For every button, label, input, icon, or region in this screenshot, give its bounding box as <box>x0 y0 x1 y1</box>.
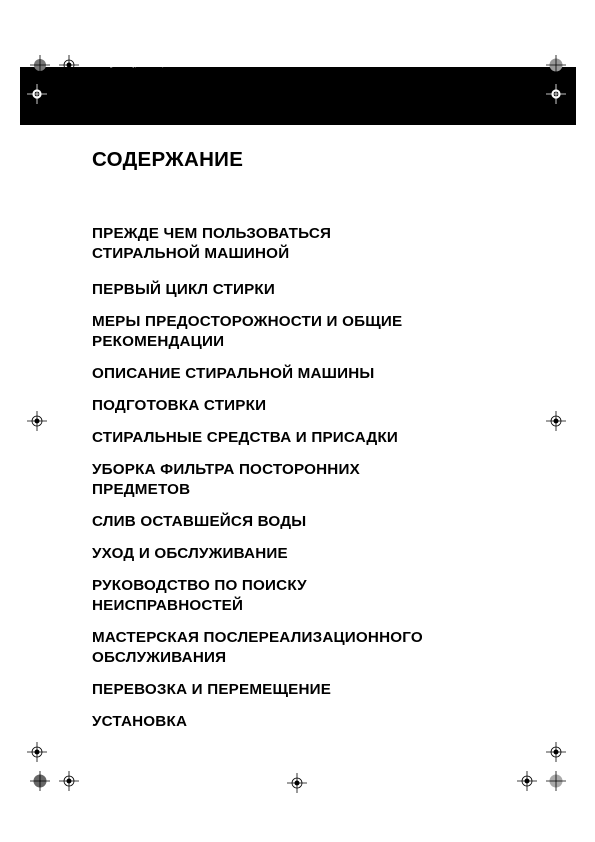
registration-mark-icon <box>59 771 79 791</box>
registration-mark-icon <box>287 773 307 793</box>
toc-item[interactable]: УСТАНОВКА <box>92 713 188 730</box>
registration-mark-icon <box>27 742 47 762</box>
print-slug: 4619 714 ... Page 1 Friday, October 17, 2003 12:07 PM <box>76 63 199 69</box>
registration-mark-icon <box>546 742 566 762</box>
page-title: СОДЕРЖАНИЕ <box>92 148 244 171</box>
registration-mark-icon <box>546 411 566 431</box>
color-patch-icon <box>30 771 50 791</box>
toc-item[interactable]: СЛИВ ОСТАВШЕЙСЯ ВОДЫ <box>92 513 307 530</box>
toc-item[interactable]: УХОД И ОБСЛУЖИВАНИЕ <box>92 545 288 562</box>
color-patch-icon <box>546 771 566 791</box>
color-patch-icon <box>546 55 566 75</box>
toc-item[interactable]: СТИРАЛЬНЫЕ СРЕДСТВА И ПРИСАДКИ <box>92 429 399 446</box>
toc-item[interactable]: УБОРКА ФИЛЬТРА ПОСТОРОННИХ ПРЕДМЕТОВ <box>92 461 360 498</box>
toc-item[interactable]: ПЕРЕВОЗКА И ПЕРЕМЕЩЕНИЕ <box>92 681 332 698</box>
registration-mark-icon <box>27 411 47 431</box>
registration-mark-icon <box>546 84 566 104</box>
toc-item[interactable]: ПЕРВЫЙ ЦИКЛ СТИРКИ <box>92 281 276 298</box>
toc-item[interactable]: РУКОВОДСТВО ПО ПОИСКУ НЕИСПРАВНОСТЕЙ <box>92 577 307 614</box>
registration-mark-icon <box>59 55 79 75</box>
toc-item[interactable]: ПОДГОТОВКА СТИРКИ <box>92 397 267 414</box>
registration-mark-icon <box>517 771 537 791</box>
toc-item[interactable]: ОПИСАНИЕ СТИРАЛЬНОЙ МАШИНЫ <box>92 365 375 382</box>
registration-mark-icon <box>30 55 50 75</box>
toc-item[interactable]: МАСТЕРСКАЯ ПОСЛЕРЕАЛИЗАЦИОННОГО ОБСЛУЖИВАНИЯ <box>92 629 423 666</box>
registration-mark-icon <box>27 84 47 104</box>
toc-item[interactable]: ПРЕЖДЕ ЧЕМ ПОЛЬЗОВАТЬСЯ СТИРАЛЬНОЙ МАШИНОЙ <box>92 225 332 262</box>
header-bar <box>20 67 576 125</box>
toc-item[interactable]: МЕРЫ ПРЕДОСТОРОЖНОСТИ И ОБЩИЕ РЕКОМЕНДАЦИИ <box>92 313 403 350</box>
